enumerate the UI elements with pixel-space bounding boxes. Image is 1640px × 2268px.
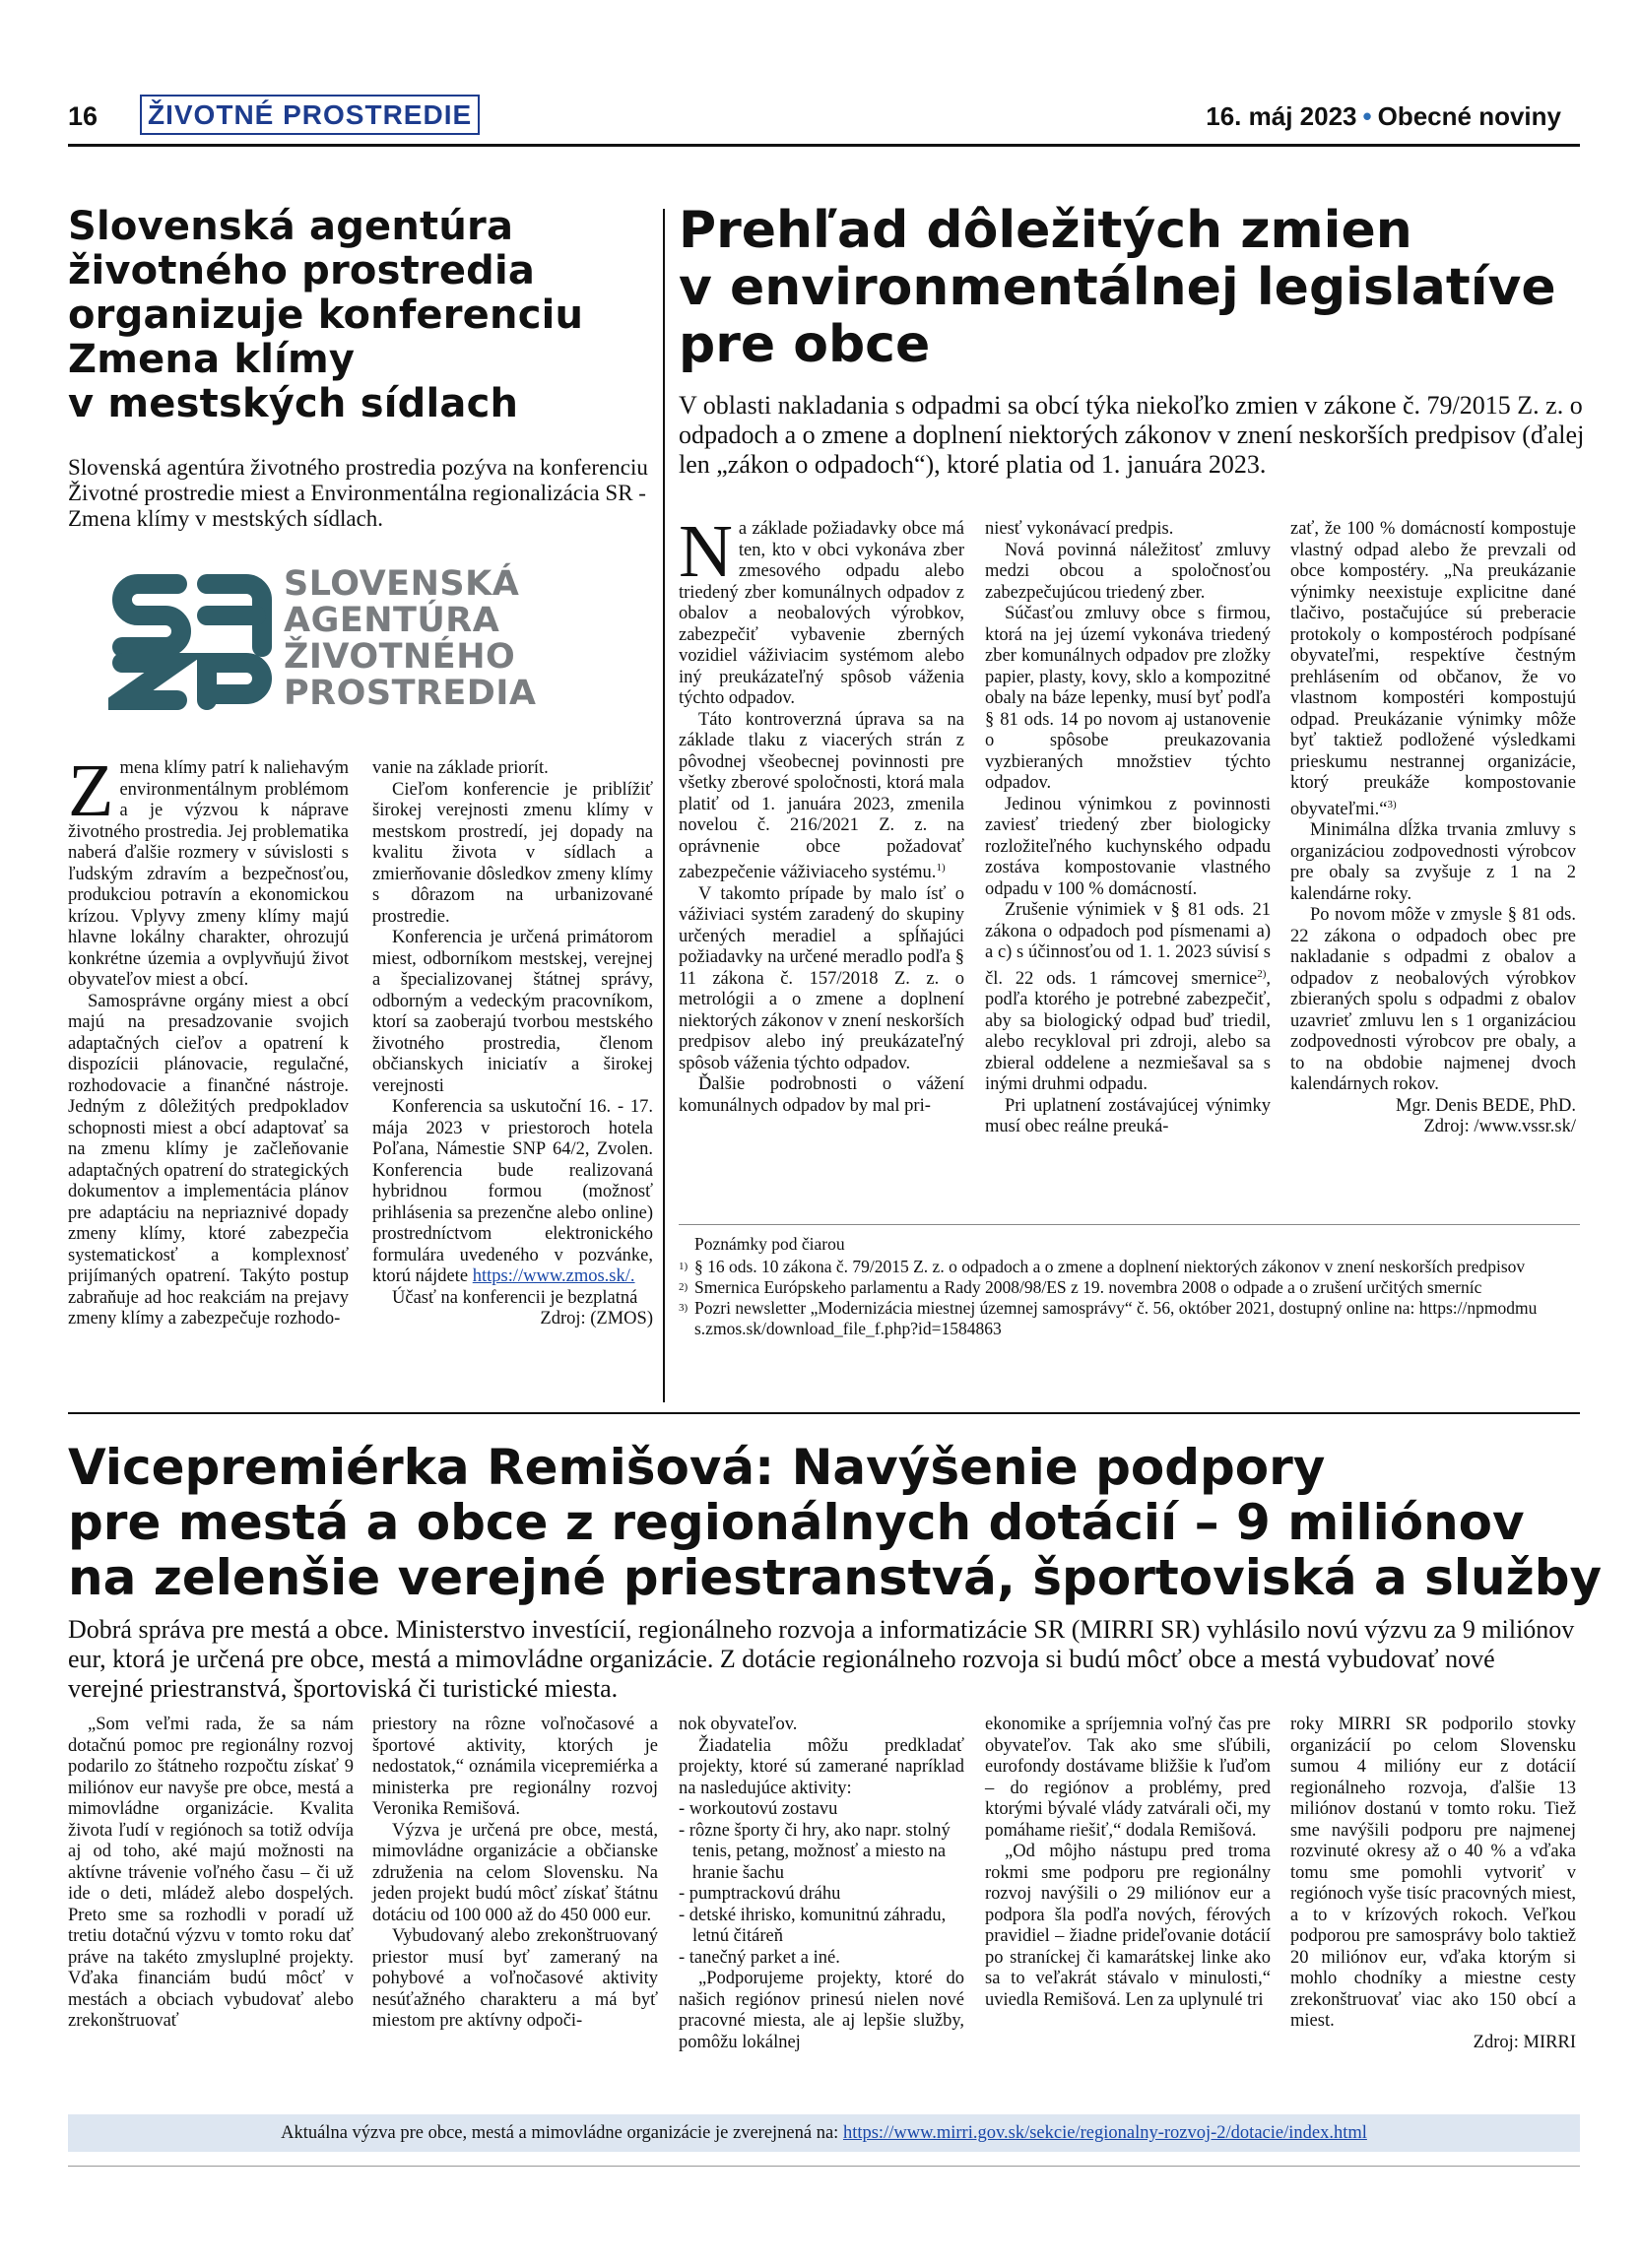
paragraph: Minimálna dĺžka trvania zmluvy s organizáciou zodpovednosti výrobcov pre obaly sa zvyšuje z 1 na 2 kalendárne roky. — [1290, 820, 1576, 904]
article2-lead: V oblasti nakladania s odpadmi sa obcí týka niekoľko zmien v zákone č. 79/2015 Z. z. o odpadoch a o zmene a doplnení niektorých zákonov v znení neskorších predpisov (ďalej len „zákon o odpadoch“), ktoré platia od 1. januára 2023. — [679, 391, 1585, 479]
footer-notice — [68, 2123, 1580, 2144]
paragraph: Nová povinná náležitosť zmluvy medzi obcou a spoločnosťou zabezpečujúcou triedený zber. — [985, 540, 1271, 603]
publication-name: Obecné noviny — [1377, 101, 1561, 131]
article3-column-4 — [985, 1715, 1271, 2011]
title-line: na zelenšie verejné priestranstvá, športoviská a služby — [68, 1549, 1603, 1606]
paragraph: niesť vykonávací predpis. — [985, 519, 1174, 539]
dropcap: N — [679, 510, 733, 593]
article2-column-3 — [1290, 519, 1576, 1138]
title-line: Slovenská agentúra — [68, 204, 514, 249]
title-line: Zmena klímy — [68, 337, 356, 382]
source-credit: Zdroj: (ZMOS) — [540, 1309, 653, 1328]
footnote — [679, 1277, 1585, 1298]
paragraph: vanie na základe priorít. — [372, 758, 549, 778]
list-item: - detské ihrisko, komunitnú záhradu, letnú čitáreň — [679, 1905, 947, 1946]
logo-line: AGENTÚRA — [284, 601, 500, 640]
footnote-mark: 3) — [679, 1302, 689, 1314]
paragraph: „Od môjho nástupu pred troma rokmi sme podporu pre regionálny rozvoj navýšili o 29 miliónov eur a podpora šla podľa nových, férových pravidiel – žiadne prideľovanie dotácií po straníckej či kamarátskej linke ako sa to veľakrát stávalo v minulosti,“ uviedla Remišová. Len za uplynulé tri — [985, 1842, 1271, 2010]
paragraph: priestory na rôzne voľnočasové a športové aktivity, ktorých je nedostatok,“ oznámila vicepremiérka a ministerka pre regionálny rozvoj Veronika Remišová. — [372, 1715, 658, 1819]
dropcap: Z — [68, 749, 114, 832]
logo-line: PROSTREDIA — [284, 674, 537, 713]
paragraph: Jedinou výnimkou z povinnosti zaviesť triedený zber biologicky rozložiteľného kuchynského odpadu zostáva kompostovanie vlastného odpadu v 100 % domácností. — [985, 794, 1271, 899]
footer-text: Aktuálna výzva pre obce, mestá a mimovládne organizácie je zverejnená na: — [281, 2123, 839, 2143]
title-line: Vicepremiérka Remišová: Navýšenie podpory — [68, 1439, 1326, 1496]
title-line: životného prostredia — [68, 248, 536, 293]
paragraph: Táto kontroverzná úprava sa na základe tlaku z viacerých strán z pôvodnej všeobecnej povinnosti pre všetky zberové spoločnosti, ktorá mala platiť od 1. januára 2023, zmenila novelou č. 216/2021 Z. z. na oprávnenie obce požadovať zabezpečenie váživiaceho systému. — [679, 709, 964, 883]
footnote-ref: 2) — [1257, 967, 1267, 980]
article2-title — [679, 202, 1585, 373]
source-credit: Zdroj: MIRRI — [1473, 2032, 1576, 2052]
title-line: pre mestá a obce z regionálnych dotácií – 9 miliónov — [68, 1494, 1525, 1551]
article1-lead: Slovenská agentúra životného prostredia pozýva na konferenciu Životné prostredie miest a Environmentálna regionalizácia SR - Zmena klímy v mestských sídlach. — [68, 455, 648, 531]
mirri-link[interactable]: https://www.mirri.gov.sk/sekcie/regionalny-rozvoj-2/dotacie/index.html — [842, 2123, 1367, 2143]
title-line: v environmentálnej legislatíve — [679, 258, 1556, 317]
paragraph: „Som veľmi rada, že sa nám dotačnú pomoc pre regionálny rozvoj podarilo zo štátneho rozpočtu získať 9 miliónov eur navyše pre obce, mestá a mimovládne organizácie. Kvalita života ľudí v regiónoch sa totiž odvíja aj od toho, aké majú možnosti na aktívne trávenie voľného času – či už ide o deti, mládež alebo dospelých. Preto sme sa rozhodli v poradí už tretiu dotačnú výzvu v tomto roku dať práve na takéto zmysluplné projekty. Vďaka financiám budú môcť v mestách a obciach vybudovať alebo zrekonštruovať — [68, 1715, 354, 2031]
article2-column-2 — [985, 519, 1271, 1138]
paragraph: Výzva je určená pre obce, mestá, mimovládne organizácie a občianske združenia na celom Slovensku. Na jeden projekt budú môcť získať štátnu dotáciu od 100 000 až do 450 000 eur. — [372, 1820, 658, 1925]
paragraph: Po novom môže v zmysle § 81 ods. 22 zákona o odpadoch obec pre nakladanie s odpadmi z obalov a odpadov z neobalových výrobkov zbieraných spolu s odpadmi z obalov uzavrieť zmluvu len s 1 organizáciou zodpovednosti výrobcov pre obaly, a to na obdobie najmenej dvoch kalendárnych rokov. — [1290, 905, 1576, 1095]
article3-title — [68, 1440, 1605, 1605]
paragraph: Účasť na konferencii je bezplatná — [392, 1287, 638, 1308]
paragraph: Konferencia je určená primátorom miest, odborníkom mestskej, verejnej a špecializovanej štátnej správy, odborným a vedeckým pracovníkom, ktorí sa zaoberajú tvorbou mestského životného prostredia, členom občianskych iniciatív a širokej verejnosti — [372, 928, 653, 1096]
footnote-text: § 16 ods. 10 zákona č. 79/2015 Z. z. o odpadoch a o zmene a doplnení niektorých zákonov v znení neskorších predpisov — [694, 1257, 1526, 1276]
paragraph: Súčasťou zmluvy obce s firmou, ktorá na jej území vykonáva triedený zber komunálnych odpadov pre zložky papier, plasty, kovy, sklo a kompozitné obaly na báze lepenky, musí byť podľa § 81 ods. 14 po novom aj ustanovenie o spôsobe preukazovania vyzbieraných množstiev týchto odpadov. — [985, 604, 1271, 793]
paragraph: a základe požiadavky obce má ten, kto v obci vykonáva zber zmesového odpadu alebo triedený zber komunálnych odpadov z obalov a neobalových výrobkov, zabezpečiť vybavenie zberných vozidiel váživiacim systémom alebo iný preukázateľný spôsob váženia týchto odpadov. — [679, 519, 964, 708]
footnote-rule — [679, 1224, 1580, 1225]
title-line: organizuje konferenciu — [68, 292, 584, 338]
title-line: v mestských sídlach — [68, 381, 519, 426]
list-item: - rôzne športy či hry, ako napr. stolný tenis, petang, možnosť a miesto na hranie šachu — [679, 1820, 951, 1883]
logo-wordmark — [284, 566, 609, 712]
dateline — [1206, 101, 1561, 132]
logo-line: SLOVENSKÁ — [284, 564, 520, 604]
source-credit: Zdroj: /www.vssr.sk/ — [1423, 1117, 1576, 1137]
footnote-mark: 2) — [679, 1281, 689, 1293]
title-line: pre obce — [679, 315, 931, 374]
issue-date: 16. máj 2023 — [1206, 101, 1357, 131]
footnotes — [679, 1234, 1585, 1339]
article2-column-1 — [679, 510, 964, 1117]
footnote-ref: 1) — [936, 862, 946, 874]
activity-list — [679, 1799, 964, 1969]
logo-line: ŽIVOTNÉHO — [284, 637, 516, 677]
footnote — [679, 1298, 1585, 1339]
paragraph: Konferencia sa uskutoční 16. - 17. mája 2023 v priestoroch hotela Poľana, Námestie SNP 64/2, Zvolen. Konferencia bude realizovaná hybridnou formou (možnosť prihlásenia sa prezenčne alebo online) prostredníctvom elektronického formulára uvedeného v pozvánke, ktorú nájdete — [372, 1097, 653, 1286]
paragraph: Samosprávne orgány miest a obcí majú na presadzovanie svojich adaptačných cieľov a opatrení k dispozícii plánovacie, regulačné, rozhodovacie a finančné nástroje. Jedným z dôležitých predpokladov schopnosti miest a obcí adaptovať sa na zmenu klímy je začleňovanie adaptačných opatrení do strategických dokumentov a implementácia plánov pre adaptáciu na nepriaznivé dopady zmeny klímy, ktoré zabezpečia systematickosť a komplexnosť prijímaných opatrení. Takýto postup zabraňuje ad hoc reakciám na prejavy zmeny klímy a zabezpečuje rozhodo- — [68, 991, 349, 1328]
zmos-link[interactable]: https://www.zmos.sk/. — [472, 1266, 635, 1286]
title-line: Prehľad dôležitých zmien — [679, 201, 1412, 260]
paragraph: V takomto prípade by malo ísť o váživiaci systém zaradený do skupiny určených meradiel a spĺňajúci požiadavky na určené meradlo podľa § 11 zákona č. 157/2018 Z. z. o metrológii a o zmene a doplnení niektorých zákonov v znení neskorších predpisov alebo iný preukázateľný spôsob váženia týchto odpadov. — [679, 883, 964, 1073]
paragraph: Žiadatelia môžu predkladať projekty, ktoré sú zamerané napríklad na nasledujúce aktivity: — [679, 1735, 964, 1798]
paragraph: Vybudovaný alebo zrekonštruovaný priestor musí byť zameraný na pohybové a voľnočasové aktivity nesúťažného charakteru a má byť miestom pre aktívny odpoči- — [372, 1926, 658, 2031]
list-item: - pumptrackovú dráhu — [679, 1884, 841, 1904]
article3-column-5 — [1290, 1715, 1576, 2053]
article-separator — [68, 1412, 1580, 1414]
article3-column-3 — [679, 1715, 964, 2053]
footnote-text: Smernica Európskeho parlamentu a Rady 2008/98/ES z 19. novembra 2008 o odpade a o zrušení určitých smerníc — [694, 1277, 1482, 1297]
bullet-separator: • — [1362, 101, 1372, 131]
footnotes-title: Poznámky pod čiarou — [694, 1234, 845, 1254]
article1-column-1 — [68, 749, 349, 1330]
author: Mgr. Denis BEDE, PhD. — [1396, 1095, 1576, 1116]
section-label: ŽIVOTNÉ PROSTREDIE — [140, 95, 480, 135]
article3-column-2 — [372, 1715, 658, 2033]
article3-column-1 — [68, 1715, 354, 2033]
paragraph: „Podporujeme projekty, ktoré do našich regiónov prinesú nielen nové pracovné miesta, ale aj lepšie služby, pomôžu lokálnej — [679, 1969, 964, 2052]
article3-lead: Dobrá správa pre mestá a obce. Ministerstvo investícií, regionálneho rozvoja a informatizácie SR (MIRRI SR) vyhlásilo novú výzvu za 9 miliónov eur, ktorá je určená pre obce, mestá a mimovládne organizácie. Z dotácie regionálneho rozvoja si budú môcť obce a mestá vybudovať nové verejné priestranstvá, športoviská či turistické miesta. — [68, 1615, 1575, 1703]
footnote — [679, 1257, 1585, 1277]
article1-title — [68, 205, 649, 426]
article1-column-2 — [372, 758, 653, 1330]
paragraph: Pri uplatnení zostávajúcej výnimky musí obec reálne preuká- — [985, 1095, 1271, 1137]
footnote-text: Pozri newsletter „Modernizácia miestnej územnej samosprávy“ č. 56, október 2021, dostupný online na: https://npmodmu s.zmos.sk/download_file_f.php?id=1584863 — [694, 1298, 1538, 1338]
paragraph: Cieľom konferencie je priblížiť širokej verejnosti zmenu klímy v mestskom prostredí, jej dopady na kvalitu života v sídlach a zmierňovanie dôsledkov zmeny klímy s dôrazom na urbanizované prostredie. — [372, 779, 653, 927]
paragraph: zať, že 100 % domácností kompostuje vlastný odpad alebo že prevzali od obce kompostéry. „Na preukázanie výnimky neexistuje explicitne dané tlačivo, postačujúce sú preberacie protokoly o kompostéroch podpísané obyvateľmi, respektíve čestným prehlásením od občanov, že vo vlastnom kompostéri kompostujú odpad. Preukázanie výnimky môže byť taktiež podložené výsledkami prieskumu nestrannej organizácie, ktorý preukáže kompostovanie obyvateľmi.“ — [1290, 519, 1576, 819]
paragraph: mena klímy patrí k naliehavým environmentálnym problémom a je výzvou k náprave životného prostredia. Jej problematika naberá ďalšie rozmery v súvislosti s ľudským zdravím a bezpečnosťou, produkciou potravín a ekonomickou krízou. Vplyvy zmeny klímy majú hlavne lokálny charakter, ohrozujú konkrétne územia a ovplyvňujú život obyvateľov miest a obcí. — [68, 758, 349, 990]
paragraph: ekonomike a spríjemnia voľný čas pre obyvateľov. Tak ako sme sľúbili, eurofondy dostávame bližšie k ľuďom – do regiónov a problémy, pred ktorými bývalé vlády zatvárali oči, my pomáhame riešiť,“ dodala Remišová. — [985, 1715, 1271, 1841]
paragraph: Ďalšie podrobnosti o vážení komunálnych odpadov by mal pri- — [679, 1074, 964, 1116]
paragraph: nok obyvateľov. — [679, 1715, 798, 1734]
paragraph: , podľa ktorého je potrebné zabezpečiť, aby sa biologický odpad buď triedil, alebo recykloval pri zdroji, alebo sa zbieral oddelene a nezmiešaval sa s inými druhmi odpadu. — [985, 968, 1271, 1095]
bottom-rule — [68, 2166, 1580, 2167]
sazp-logo-mark — [108, 566, 276, 714]
list-item: - workoutovú zostavu — [679, 1799, 838, 1819]
column-divider — [663, 209, 665, 1402]
page-number: 16 — [68, 101, 98, 131]
paragraph: roky MIRRI SR podporilo stovky organizácií po celom Slovensku sumou 4 milióny eur z dotácií regionálneho rozvoja, ďalšie 13 miliónov dostanú v tomto roku. Tiež sme navýšili podporu pre najmenej rozvinuté okresy až o 40 % a vďaka tomu sme pomohli vytvoriť v regiónoch vyše tisíc pracovných miest, a to v krízových rokoch. Veľkou podporou pre samosprávy bolo taktiež 20 miliónov eur, vďaka ktorým si mohlo chodníky a miestne cesty zrekonštruovať viac ako 150 obcí a miest. — [1290, 1715, 1576, 2031]
header-rule — [68, 144, 1580, 147]
footnote-mark: 1) — [679, 1261, 689, 1272]
paragraph: Zrušenie výnimiek v § 81 ods. 21 zákona o odpadoch pod písmenami a) a c) s účinnosťou od 1. 1. 2023 súvisí s čl. 22 ods. 1 rámcovej smernice — [985, 900, 1271, 989]
list-item: - tanečný parket a iné. — [679, 1947, 840, 1968]
footnote-ref: 3) — [1387, 798, 1397, 810]
